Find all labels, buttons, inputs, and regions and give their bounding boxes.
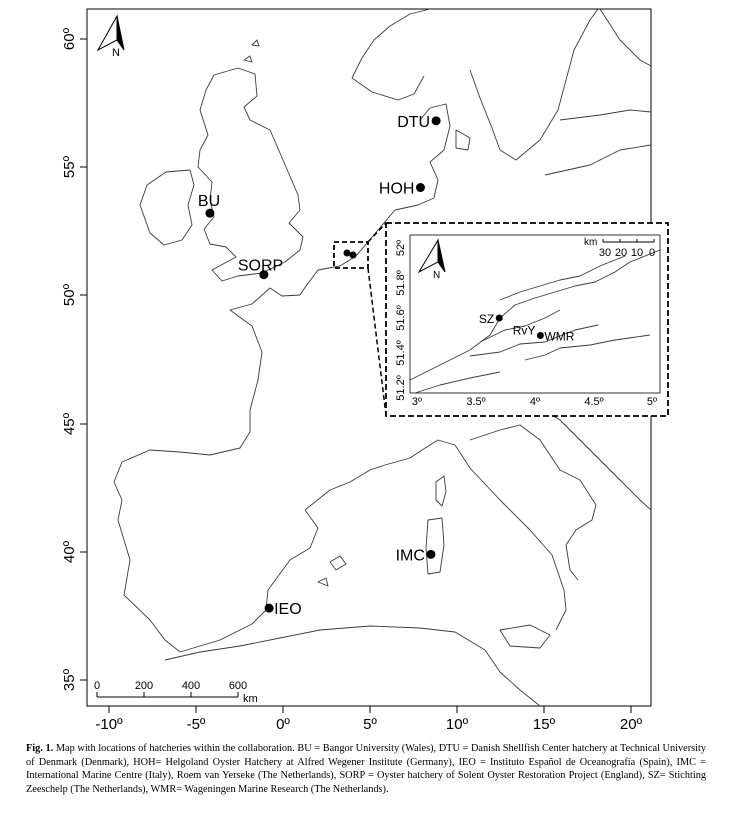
site-label-imc: IMC [395,547,425,565]
locator-site-marker [344,250,351,257]
inset-y-tick-label: 51.6º [395,305,407,331]
x-tick-label: -10º [95,716,123,733]
inset-site-label-rvy: RvY [512,323,536,338]
site-label-sorp: SORP [237,257,284,275]
scale-tick-label: 0 [93,680,101,692]
y-tick-label: 35º [61,668,78,692]
scale-tick-label: 200 [134,680,154,692]
inset-x-tick-label: 3º [411,396,423,408]
y-tick-label: 60º [61,27,78,51]
scale-tick-label: 600 [228,680,248,692]
inset-site-label-wmr: WMR [544,329,575,344]
inset-scale-tick: 10 [630,247,644,259]
y-tick-label: 40º [61,540,78,564]
inset-y-tick-label: 51.8º [395,270,407,296]
inset-site-marker-sz [496,315,503,322]
inset-site-label-sz: SZ [478,312,495,326]
scale-tick-label: 400 [181,680,201,692]
x-tick-label: 0º [276,716,290,733]
scale-unit: km [243,693,258,705]
inset-map [386,223,668,416]
locator-site-marker [350,252,357,259]
site-label-bu: BU [197,193,221,211]
site-label-hoh: HOH [378,180,415,198]
inset-x-tick-label: 3.5º [466,396,486,408]
x-tick-label: 10º [445,716,469,733]
x-tick-label: 5º [363,716,377,733]
y-tick-label: 55º [61,155,78,179]
inset-site-marker-rvy [537,332,544,339]
x-axis-labels [95,716,642,733]
inset-scale-tick: 20 [614,247,628,259]
x-tick-label: 15º [532,716,556,733]
site-label-ieo: IEO [274,601,302,619]
y-axis-ticks [80,39,87,680]
inset-scale-tick: 30 [598,247,612,259]
figure-caption [26,742,706,796]
site-marker-hoh [416,183,425,192]
y-tick-label: 50º [61,283,78,307]
x-axis-ticks [109,706,631,713]
caption-fig-number: Fig. 1. [26,743,54,754]
x-tick-label: -5º [186,716,206,733]
inset-x-tick-label: 4º [529,396,541,408]
inset-y-tick-label: 52º [395,239,407,257]
site-marker-ieo [265,604,274,613]
inset-north-label: N [433,270,441,281]
site-label-dtu: DTU [397,113,431,131]
x-tick-label: 20º [619,716,643,733]
inset-y-tick-label: 51.4º [395,340,407,366]
site-marker-imc [426,550,435,559]
y-axis-labels [61,27,78,691]
site-marker-dtu [432,116,441,125]
caption-text: Map with locations of hatcheries within the collaboration. BU = Bangor University (Wales), DTU = Danish Shellfish Center hatchery at Technical University of Denmark (Denmark), HOH= Helgoland Oyster Hatchery at Alfred Wegener Institute (Germany), IEO = Instituto Español de Oceanografía (Spain), IMC = International Marine Centre (Italy), Roem van Yerseke (The Netherlands), SORP = Oyster hatchery of Solent Oyster Restoration Project (England), SZ= Stichting Zeeschelp (The Netherlands), WMR= Wageningen Marine Research (The Netherlands). [26,743,707,795]
y-tick-label: 45º [61,412,78,436]
inset-x-tick-label: 5º [646,396,658,408]
north-label: N [112,47,120,59]
inset-scale-tick: 0 [648,247,656,259]
inset-scale-unit: km [584,237,598,248]
inset-y-tick-label: 51.2º [395,375,407,401]
inset-x-tick-label: 4.5º [584,396,604,408]
